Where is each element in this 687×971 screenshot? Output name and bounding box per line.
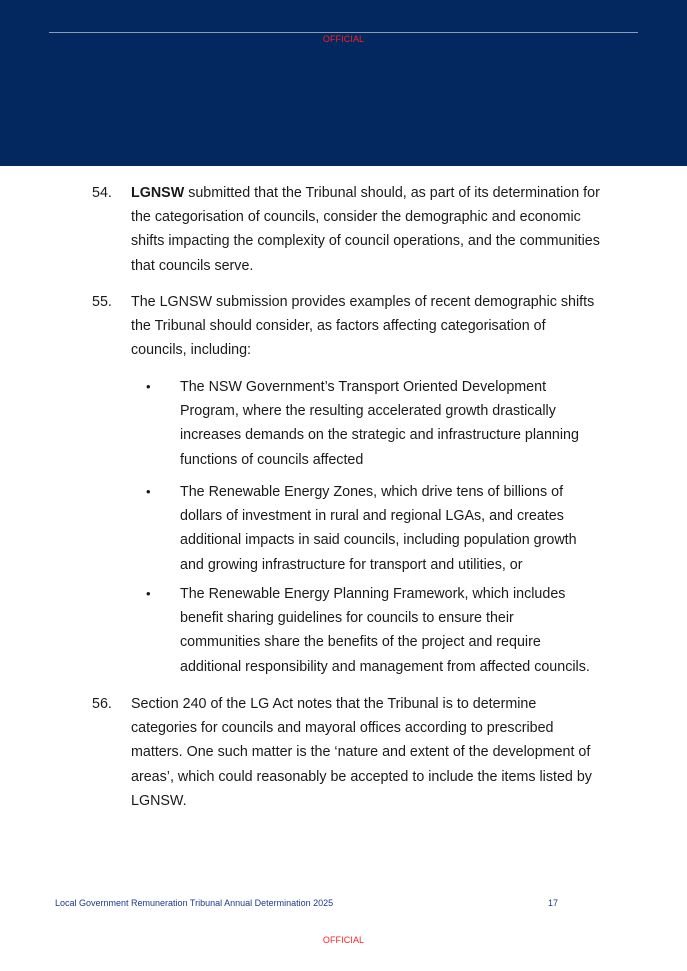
bullet-marker: •: [146, 484, 151, 499]
paragraph-number: 56.: [92, 696, 112, 712]
paragraph-56: [92, 692, 602, 813]
paragraph-number: 55.: [92, 294, 112, 310]
bold-lead: LGNSW: [131, 185, 185, 201]
paragraph-number: 54.: [92, 185, 112, 201]
classification-marking-bottom: OFFICIAL: [322, 935, 365, 945]
bullet-text: The NSW Government’s Transport Oriented Development Program, where the resulting accelerated growth drastically increases demands on the strategic and infrastructure planning functions of councils affected: [180, 379, 579, 468]
paragraph-text: The LGNSW submission provides examples of recent demographic shifts the Tribunal should consider, as factors affecting categorisation of councils, including:: [131, 294, 595, 359]
paragraph-text: Section 240 of the LG Act notes that the Tribunal is to determine categories for councils and mayoral offices according to prescribed matters. One such matter is the ‘nature and extent of the development of areas’, which could reasonably be accepted to include the items listed by LGNSW.: [131, 696, 592, 809]
bullet-item: [146, 480, 596, 577]
header-divider: [49, 32, 638, 33]
classification-marking-top: OFFICIAL: [322, 34, 365, 44]
bullet-marker: •: [146, 586, 151, 601]
footer-document-title: Local Government Remuneration Tribunal Annual Determination 2025: [55, 898, 334, 908]
bullet-marker: •: [146, 379, 151, 394]
paragraph-text: [131, 181, 602, 278]
bullet-text: The Renewable Energy Planning Framework, which includes benefit sharing guidelines for councils to ensure their communities share the benefits of the project and require additional responsibility and management from affected councils.: [180, 586, 590, 675]
paragraph-54: [92, 181, 602, 278]
bullet-text: The Renewable Energy Zones, which drive tens of billions of dollars of investment in rural and regional LGAs, and creates additional impacts in said councils, including population growth and growing infrastructure for transport and utilities, or: [180, 484, 577, 573]
bullet-item: [146, 582, 596, 679]
header-band: [0, 0, 687, 166]
paragraph-55: [92, 290, 602, 363]
footer-page-number: 17: [548, 898, 559, 908]
paragraph-body: submitted that the Tribunal should, as part of its determination for the categorisation of councils, consider the demographic and economic shifts impacting the complexity of council operations, and the communities that councils serve.: [131, 185, 600, 274]
bullet-item: [146, 375, 596, 472]
